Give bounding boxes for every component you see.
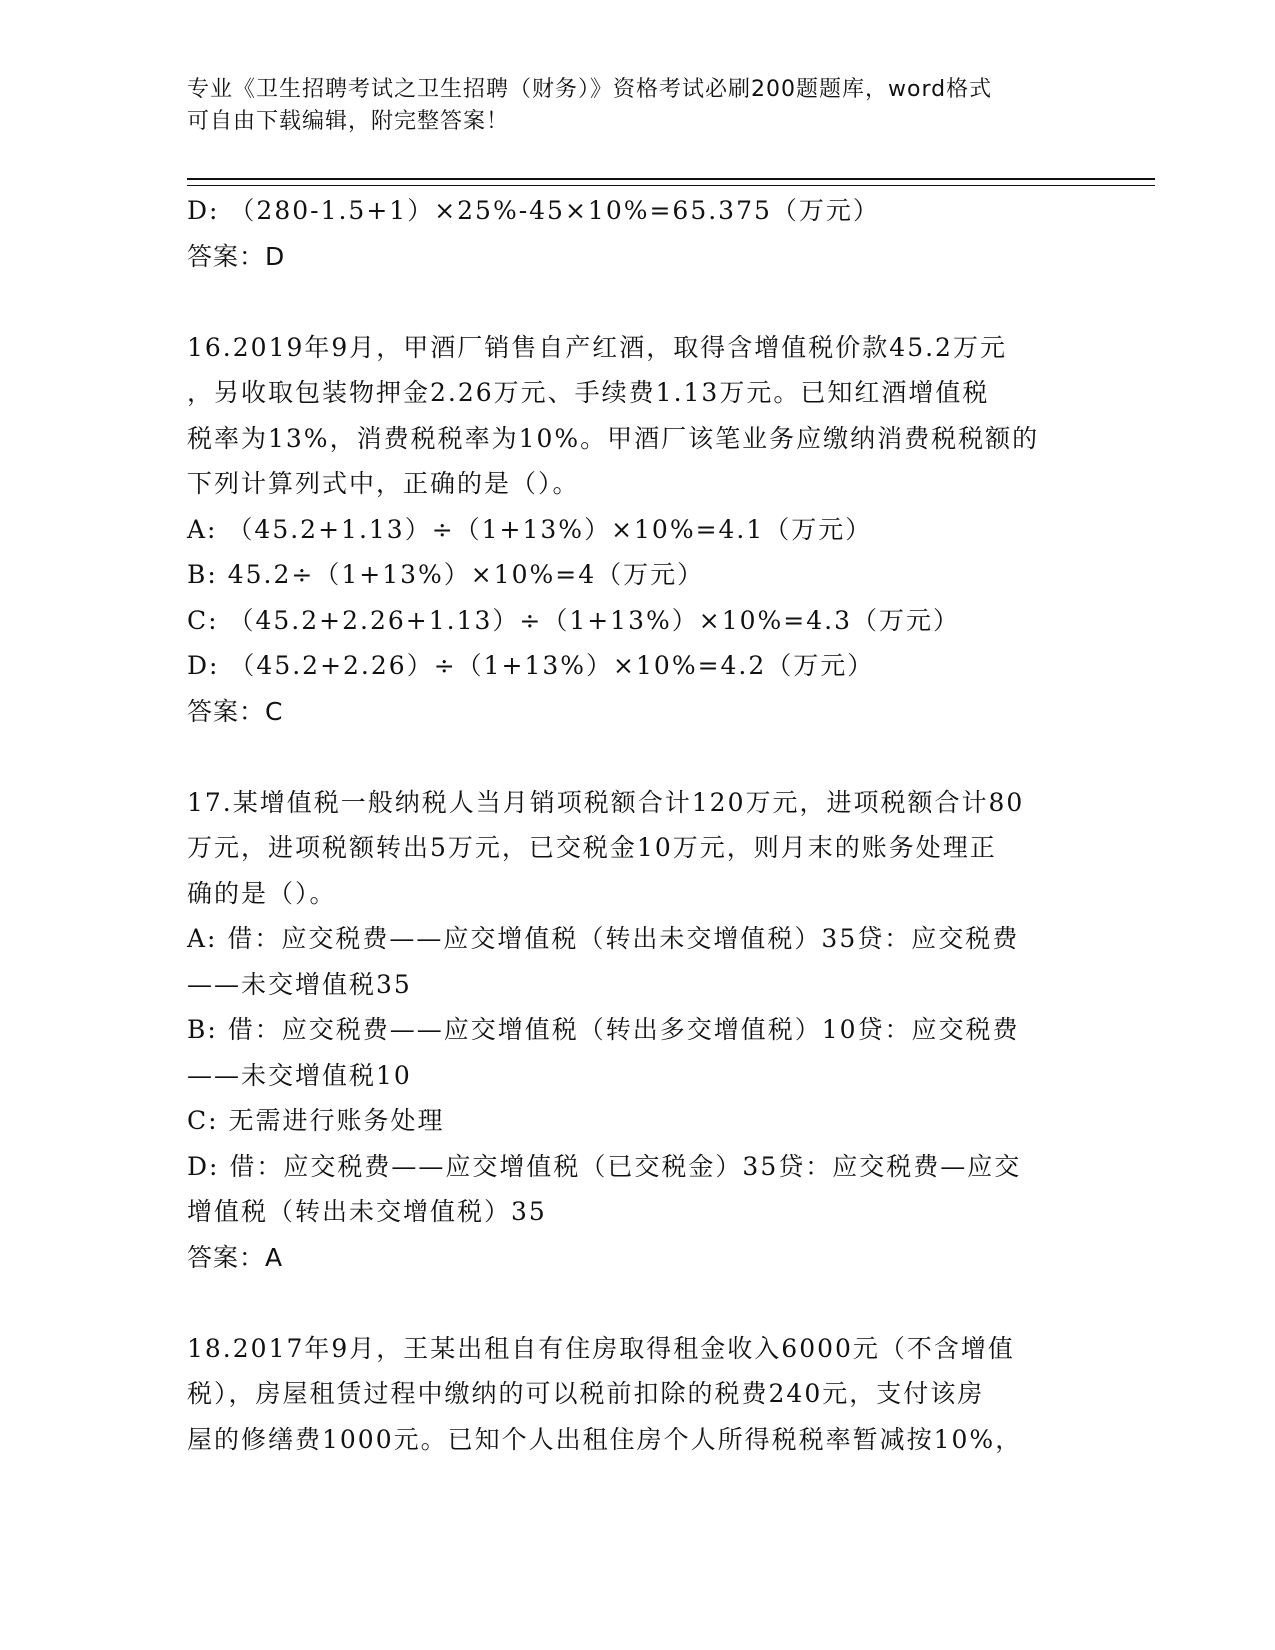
question-stem-line: 税），房屋租赁过程中缴纳的可以税前扣除的税费240元，支付该房 — [187, 1379, 985, 1408]
option-b: B: 45.2÷（1+13%）×10%=4（万元） — [187, 560, 705, 589]
question-stem-line: 16.2019年9月，甲酒厂销售自产红酒，取得含增值税价款45.2万元 — [187, 332, 1007, 362]
question-stem-line: 屋的修缮费1000元。已知个人出租住房个人所得税税率暂减按10%， — [187, 1424, 1023, 1454]
question-stem-line: 18.2017年9月，王某出租自有住房取得租金收入6000元（不含增值 — [187, 1333, 1015, 1363]
question-stem-line: 万元，进项税额转出5万元，已交税金10万元，则月末的账务处理正 — [187, 833, 997, 862]
question-stem-line: 税率为13%，消费税税率为10%。甲酒厂该笔业务应缴纳消费税税额的 — [187, 423, 1040, 453]
option-d-continued: 增值税（转出未交增值税）35 — [187, 1197, 547, 1226]
question-stem-line: ，另收取包装物押金2.26万元、手续费1.13万元。已知红酒增值税 — [187, 378, 990, 407]
previous-question-tail — [187, 188, 1077, 279]
option-c: C: 无需进行账务处理 — [187, 1106, 445, 1135]
option-d: D: （45.2+2.26）÷（1+13%）×10%=4.2（万元） — [187, 651, 875, 680]
option-a: A: （45.2+1.13）÷（1+13%）×10%=4.1（万元） — [187, 514, 873, 544]
option-b: B: 借：应交税费——应交增值税（转出多交增值税）10贷：应交税费 — [187, 1015, 1020, 1044]
option-d: D: （280-1.5+1）×25%-45×10%=65.375（万元） — [187, 196, 880, 225]
header-line-2: 可自由下载编辑，附完整答案！ — [187, 109, 510, 134]
option-a-continued: ——未交增值税35 — [187, 969, 412, 999]
option-a: A: 借：应交税费——应交增值税（转出未交增值税）35贷：应交税费 — [187, 924, 1020, 953]
question-stem-line: 确的是（）。 — [187, 878, 337, 908]
answer: 答案：A — [187, 1242, 284, 1272]
header-divider — [187, 178, 1155, 186]
answer: 答案：C — [187, 696, 284, 726]
option-b-continued: ——未交增值税10 — [187, 1060, 412, 1090]
option-d: D: 借：应交税费——应交增值税（已交税金）35贷：应交税费—应交 — [187, 1151, 1022, 1181]
page-header — [187, 74, 1077, 138]
answer: 答案：D — [187, 241, 286, 271]
question-stem-line: 下列计算列式中，正确的是（）。 — [187, 469, 580, 498]
spacer — [187, 1280, 1077, 1326]
question-18 — [187, 1326, 1077, 1463]
question-stem-line: 17.某增值税一般纳税人当月销项税额合计120万元，进项税额合计80 — [187, 787, 1025, 817]
question-17 — [187, 780, 1077, 1281]
option-c: C: （45.2+2.26+1.13）÷（1+13%）×10%=4.3（万元） — [187, 605, 960, 635]
spacer — [187, 279, 1077, 325]
spacer — [187, 734, 1077, 780]
document-body — [187, 188, 1077, 1462]
header-line-1: 专业《卫生招聘考试之卫生招聘（财务）》资格考试必刷200题题库，word格式 — [187, 77, 993, 102]
question-16 — [187, 325, 1077, 735]
